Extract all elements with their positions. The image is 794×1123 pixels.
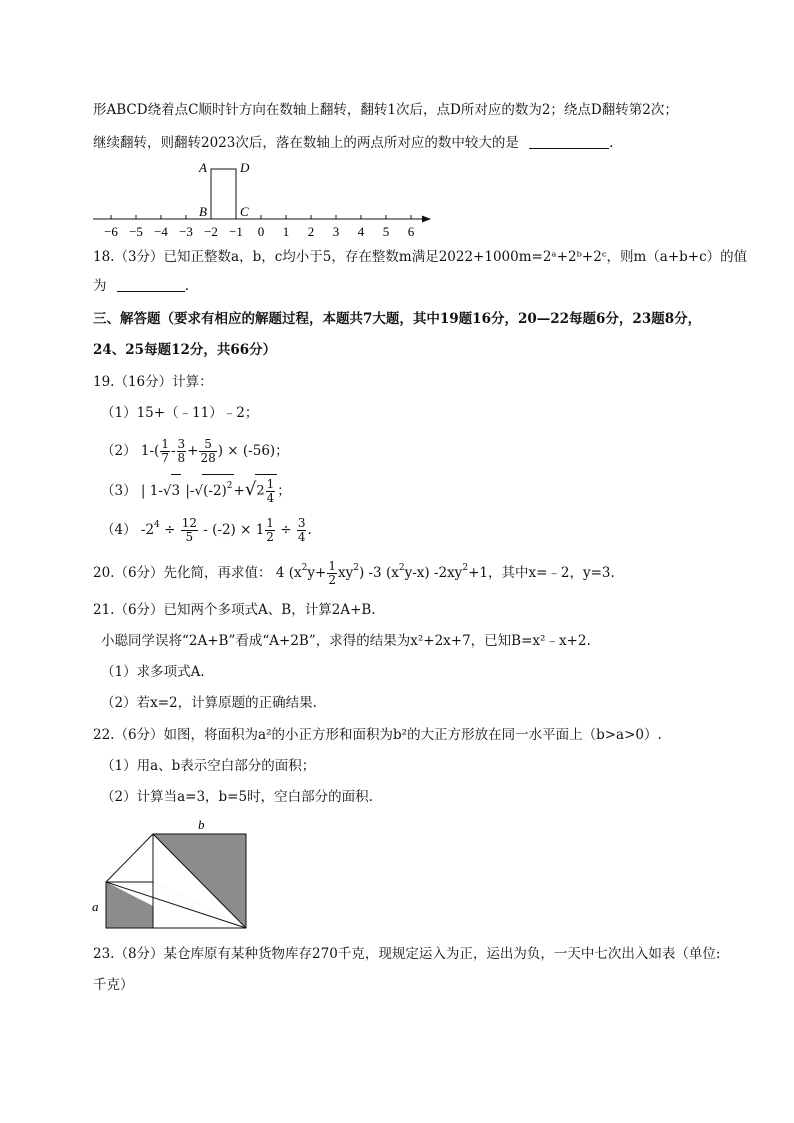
q19-item-3-expression: | 1-√3 $|-√(-2)^2+√2$ $\frac{1}{4}$ ； — [141, 483, 291, 499]
q21-line-2: 小聪同学误将“2A+B”看成“A+2B”，求得的结果为x²+2x+7，已知B=x²﹣x+2. — [101, 633, 591, 649]
tick-label: 4 — [357, 224, 365, 238]
q17-line-2: 继续翻转，则翻转2023次后，落在数轴上的两点所对应的数中较大的是 . — [93, 135, 614, 151]
tick-label: 1 — [282, 224, 290, 238]
tick-label: 6 — [407, 224, 415, 238]
side-label-a: a — [92, 899, 99, 914]
q19-item-2-expression: 1-( $\frac{1}{7}$ - $\frac{3}{8}$ + $\frac{5}{28}$ ) × (-56)； — [140, 437, 289, 465]
q23-line-1: 23.（8分）某仓库原有某种货物库存270千克，现规定运入为正，运出为负，一天中七次出入如表（单位: — [93, 946, 721, 962]
q18-line-1: 18.（3分）已知正整数a，b，c均小于5，存在整数m满足2022+1000m=2ᵃ+2ᵇ+2ᶜ，则m（a+b+c）的值 — [93, 249, 748, 265]
q17-line-1: 形ABCD绕着点C顺时针方向在数轴上翻转，翻转1次后，点D所对应的数为2；绕点D翻转第2次； — [93, 102, 678, 118]
section-3-heading-line-2: 24、25每题12分，共66分） — [93, 342, 277, 358]
q19-title: 19.（16分）计算： — [93, 374, 213, 390]
q22-sub-2: （2）计算当a=3，b=5时，空白部分的面积. — [101, 789, 373, 805]
side-label-b: b — [198, 817, 205, 832]
q21-sub-2: （2）若x=2，计算原题的正确结果. — [101, 695, 317, 711]
axis-arrow — [422, 216, 431, 223]
q20-expression: 4 ($x^2y+$ $\frac{1}{2}$ $xy^2$) -3 $(x^2y-x)$ $-2xy^2+1$ — [275, 559, 488, 587]
tick-label: −4 — [154, 224, 168, 238]
q19-item-2: （2） 1-( $\frac{1}{7}$ - $\frac{3}{8}$ + $\frac{5}{28}$ ) × (-56)； — [101, 437, 289, 465]
corner-label-b: B — [199, 204, 207, 219]
axis-ticks — [104, 215, 415, 238]
tick-label: −1 — [229, 224, 243, 238]
q20: 20.（6分）先化简，再求值： 4 ($x^2y+$ $\frac{1}{2}$ $xy^2$) -3 $(x^2y-x)$ $-2xy^2+1$，其中x=﹣2，y=3. — [93, 559, 615, 587]
q21-sub-1: （1）求多项式A. — [101, 664, 205, 680]
q21-line-1: 21.（6分）已知两个多项式A、B，计算2A+B. — [93, 602, 376, 618]
corner-label-a: A — [199, 160, 207, 175]
corner-label-c: C — [240, 204, 249, 219]
corner-label-d: D — [240, 160, 250, 175]
q19-item-4-expression: $-2^4$ ÷ $\frac{12}{5}$ - (-2) × 1 $\frac{1}{2}$ ÷ $\frac{3}{4}$ . — [140, 516, 312, 544]
q19-item-1: （1）15+（﹣11）﹣2； — [101, 405, 259, 421]
squares-figure — [88, 814, 258, 934]
section-3-heading-line-1: 三、解答题（要求有相应的解题过程，本题共7大题，其中19题16分，20—22每题6分，23题8分， — [93, 311, 702, 327]
q18-line-2: 为 . — [93, 278, 190, 294]
tick-label: −2 — [204, 224, 218, 238]
q22-sub-1: （1）用a、b表示空白部分的面积； — [101, 758, 316, 774]
tick-label: −6 — [104, 224, 118, 238]
q22-line-1: 22.（6分）如图，将面积为a²的小正方形和面积为b²的大正方形放在同一水平面上（b>a>0）. — [93, 727, 662, 743]
q23-line-2: 千克） — [93, 977, 134, 993]
number-line-figure — [88, 156, 438, 238]
square-abcd — [211, 169, 236, 219]
tick-label: 0 — [257, 224, 265, 238]
tick-label: 2 — [307, 224, 315, 238]
q17-answer-blank[interactable] — [529, 134, 609, 149]
q19-item-3: （3） | 1-√3 $|-√(-2)^2+√2$ $\frac{1}{4}$ ； — [101, 474, 291, 506]
tick-label: −5 — [129, 224, 143, 238]
q18-answer-blank[interactable] — [117, 277, 185, 292]
tick-label: 5 — [382, 224, 390, 238]
q19-item-4: （4） $-2^4$ ÷ $\frac{12}{5}$ - (-2) × 1 $\frac{1}{2}$ ÷ $\frac{3}{4}$ . — [101, 516, 312, 544]
tick-label: −3 — [179, 224, 193, 238]
tick-label: 3 — [332, 224, 340, 238]
